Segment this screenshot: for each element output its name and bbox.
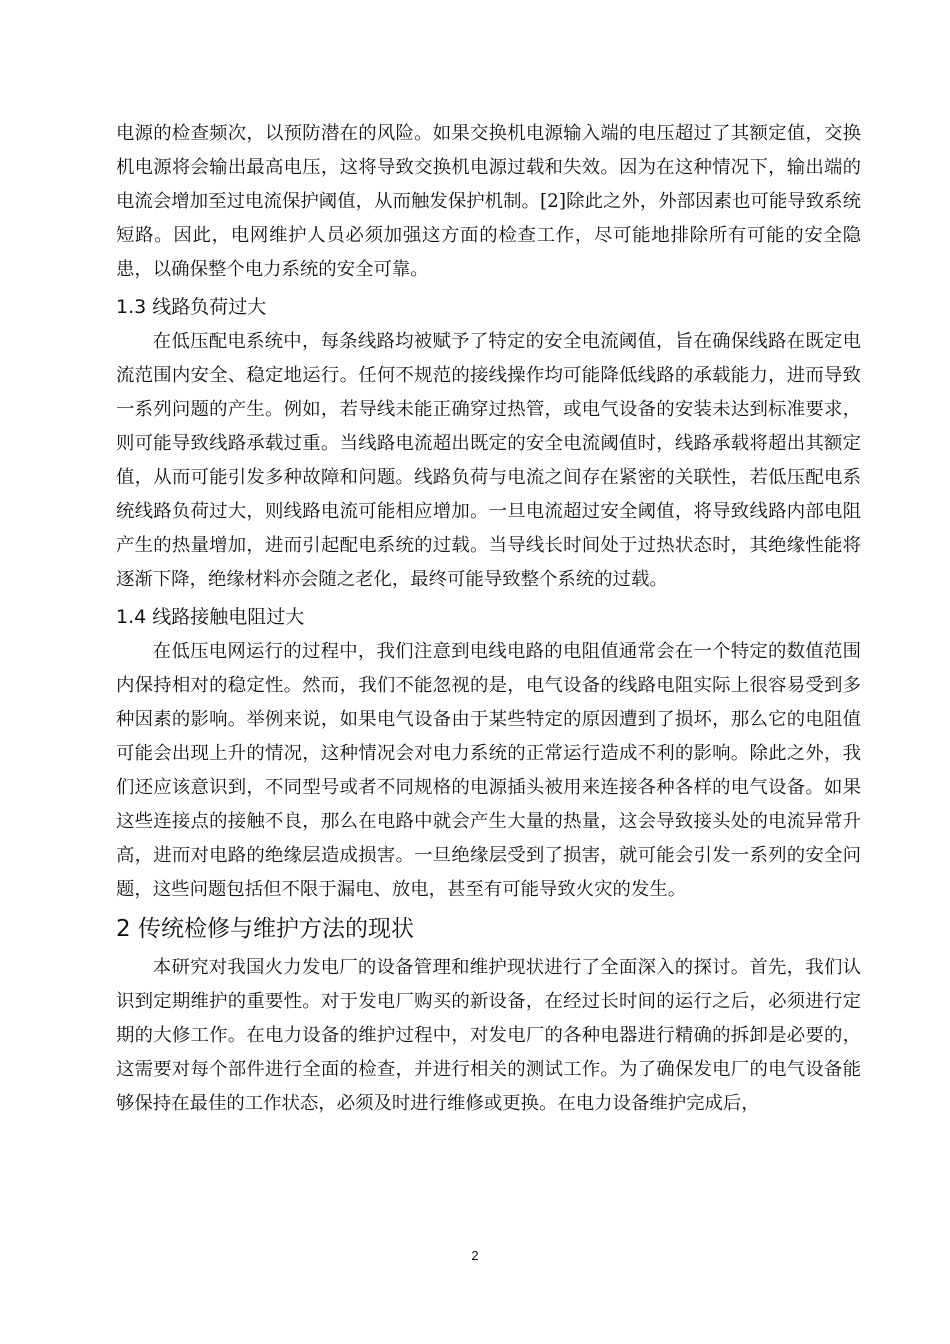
page-number: 2 (471, 1248, 479, 1263)
paragraph-contact-resistance: 在低压电网运行的过程中，我们注意到电线电路的电阻值通常会在一个特定的数值范围内保持相对的稳定性。然而，我们不能忽视的是，电气设备的线路电阻实际上很容易受到多种因素的影响。举例来说，如果电气设备由于某些特定的原因遭到了损坏，那么它的电阻值可能会出现上升的情况，这种情况会对电力系统的正常运行造成不利的影响。除此之外，我们还应该意识到，不同型号或者不同规格的电源插头被用来连接各种各样的电气设备。如果这些连接点的接触不良，那么在电路中就会产生大量的热量，这会导致接头处的电流异常升高，进而对电路的绝缘层造成损害。一旦绝缘层受到了损害，就可能会引发一系列的安全问题，这些问题包括但不限于漏电、放电，甚至有可能导致火灾的发生。 (116, 641, 861, 900)
paragraph-continued: 电源的检查频次，以预防潜在的风险。如果交换机电源输入端的电压超过了其额定值，交换机电源将会输出最高电压，这将导致交换机电源过载和失效。因为在这种情况下，输出端的电流会增加至过电流保护阈值，从而触发保护机制。[2]除此之外，外部因素也可能导致系统短路。因此，电网维护人员必须加强这方面的检查工作，尽可能地排除所有可能的安全隐患，以确保整个电力系统的安全可靠。 (116, 123, 861, 280)
paragraph-maintenance-status: 本研究对我国火力发电厂的设备管理和维护现状进行了全面深入的探讨。首先，我们认识到定期维护的重要性。对于发电厂购买的新设备，在经过长时间的运行之后，必须进行定期的大修工作。在电力设备的维护过程中，对发电厂的各种电器进行精确的拆卸是必要的，这需要对每个部件进行全面的检查，并进行相关的测试工作。为了确保发电厂的电气设备能够保持在最佳的工作状态，必须及时进行维修或更换。在电力设备维护完成后， (116, 957, 861, 1114)
section-heading-2: 2 传统检修与维护方法的现状 (116, 916, 414, 942)
document-body (116, 117, 861, 1121)
paragraph-line-overload: 在低压配电系统中，每条线路均被赋予了特定的安全电流阈值，旨在确保线路在既定电流范围内安全、稳定地运行。任何不规范的接线操作均可能降低线路的承载能力，进而导致一系列问题的产生。例如，若导线未能正确穿过热管，或电气设备的安装未达到标准要求，则可能导致线路承载过重。当线路电流超出既定的安全电流阈值时，线路承载将超出其额定值，从而可能引发多种故障和问题。线路负荷与电流之间存在紧密的关联性，若低压配电系统线路负荷过大，则线路电流可能相应增加。一旦电流超过安全阈值，将导致线路内部电阻产生的热量增加，进而引起配电系统的过载。当导线长时间处于过热状态时，其绝缘性能将逐渐下降，绝缘材料亦会随之老化，最终可能导致整个系统的过载。 (116, 331, 861, 590)
section-heading-1-3: 1.3 线路负荷过大 (116, 296, 267, 318)
section-heading-1-4: 1.4 线路接触电阻过大 (116, 606, 305, 628)
